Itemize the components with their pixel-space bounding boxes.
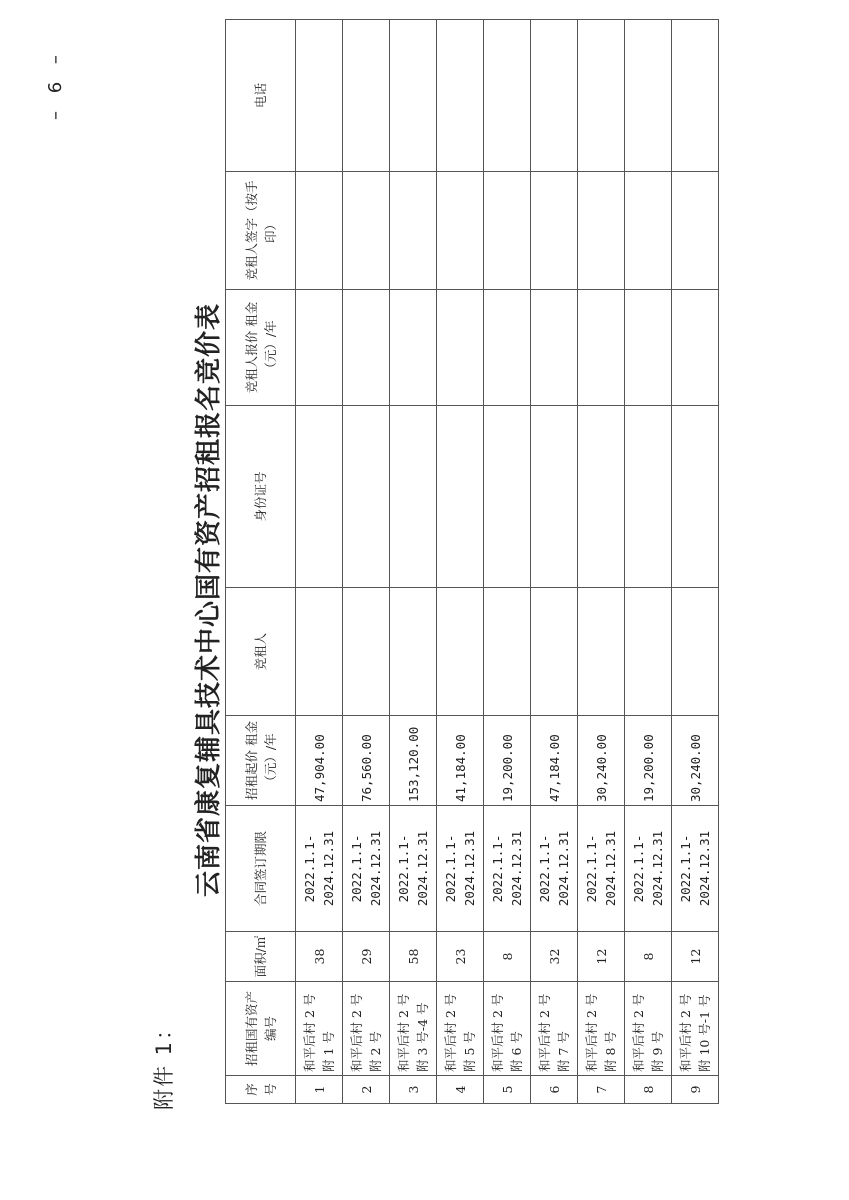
cell-term: 2022.1.1-2024.12.31 xyxy=(343,806,390,932)
cell-signature[interactable] xyxy=(390,172,437,290)
cell-term: 2022.1.1-2024.12.31 xyxy=(578,806,625,932)
cell-term: 2022.1.1-2024.12.31 xyxy=(437,806,484,932)
cell-phone[interactable] xyxy=(672,20,719,172)
cell-start-price: 41,184.00 xyxy=(437,716,484,806)
cell-start-price: 76,560.00 xyxy=(343,716,390,806)
cell-offer[interactable] xyxy=(437,290,484,406)
cell-id-number[interactable] xyxy=(437,406,484,588)
cell-start-price: 19,200.00 xyxy=(625,716,672,806)
cell-bidder[interactable] xyxy=(672,588,719,716)
cell-offer[interactable] xyxy=(578,290,625,406)
header-phone: 电话 xyxy=(226,20,296,172)
cell-offer[interactable] xyxy=(390,290,437,406)
cell-area: 12 xyxy=(672,932,719,982)
cell-code: 和平后村 2 号附 9 号 xyxy=(625,982,672,1076)
cell-code: 和平后村 2 号附 1 号 xyxy=(296,982,343,1076)
cell-term: 2022.1.1-2024.12.31 xyxy=(484,806,531,932)
cell-phone[interactable] xyxy=(484,20,531,172)
table-row xyxy=(484,20,531,1104)
page-number: – 6 – xyxy=(45,49,66,120)
header-id-number: 身份证号 xyxy=(226,406,296,588)
cell-start-price: 153,120.00 xyxy=(390,716,437,806)
cell-code: 和平后村 2 号附 8 号 xyxy=(578,982,625,1076)
cell-area: 23 xyxy=(437,932,484,982)
cell-area: 8 xyxy=(484,932,531,982)
table-row xyxy=(531,20,578,1104)
cell-signature[interactable] xyxy=(672,172,719,290)
cell-term: 2022.1.1-2024.12.31 xyxy=(625,806,672,932)
cell-start-price: 19,200.00 xyxy=(484,716,531,806)
header-offer: 竞租人报价 租金（元）/年 xyxy=(226,290,296,406)
table-row xyxy=(625,20,672,1104)
cell-code: 和平后村 2 号附 7 号 xyxy=(531,982,578,1076)
table-row xyxy=(672,20,719,1104)
cell-start-price: 47,184.00 xyxy=(531,716,578,806)
cell-code: 和平后村 2 号附 2 号 xyxy=(343,982,390,1076)
cell-area: 32 xyxy=(531,932,578,982)
header-term: 合同签订期限 xyxy=(226,806,296,932)
cell-offer[interactable] xyxy=(484,290,531,406)
table-row xyxy=(343,20,390,1104)
cell-term: 2022.1.1-2024.12.31 xyxy=(390,806,437,932)
cell-offer[interactable] xyxy=(296,290,343,406)
cell-signature[interactable] xyxy=(343,172,390,290)
cell-phone[interactable] xyxy=(437,20,484,172)
cell-area: 12 xyxy=(578,932,625,982)
cell-signature[interactable] xyxy=(437,172,484,290)
cell-term: 2022.1.1-2024.12.31 xyxy=(672,806,719,932)
table-row xyxy=(437,20,484,1104)
cell-bidder[interactable] xyxy=(343,588,390,716)
cell-code: 和平后村 2 号附 5 号 xyxy=(437,982,484,1076)
cell-offer[interactable] xyxy=(672,290,719,406)
cell-phone[interactable] xyxy=(343,20,390,172)
cell-start-price: 47,904.00 xyxy=(296,716,343,806)
cell-area: 38 xyxy=(296,932,343,982)
cell-seq: 1 xyxy=(296,1076,343,1104)
cell-term: 2022.1.1-2024.12.31 xyxy=(531,806,578,932)
header-start-price: 招租起价 租金（元）/年 xyxy=(226,716,296,806)
cell-bidder[interactable] xyxy=(484,588,531,716)
cell-id-number[interactable] xyxy=(390,406,437,588)
cell-bidder[interactable] xyxy=(296,588,343,716)
cell-signature[interactable] xyxy=(531,172,578,290)
cell-bidder[interactable] xyxy=(437,588,484,716)
header-bidder: 竞租人 xyxy=(226,588,296,716)
header-area: 面积/㎡ xyxy=(226,932,296,982)
annex-label: 附件 1： xyxy=(152,1016,176,1110)
cell-seq: 3 xyxy=(390,1076,437,1104)
cell-start-price: 30,240.00 xyxy=(672,716,719,806)
cell-bidder[interactable] xyxy=(390,588,437,716)
cell-id-number[interactable] xyxy=(578,406,625,588)
cell-seq: 7 xyxy=(578,1076,625,1104)
cell-area: 58 xyxy=(390,932,437,982)
cell-bidder[interactable] xyxy=(578,588,625,716)
cell-start-price: 30,240.00 xyxy=(578,716,625,806)
cell-bidder[interactable] xyxy=(531,588,578,716)
cell-code: 和平后村 2 号附 6 号 xyxy=(484,982,531,1076)
cell-phone[interactable] xyxy=(390,20,437,172)
table-header-row xyxy=(226,20,296,1104)
cell-id-number[interactable] xyxy=(296,406,343,588)
cell-signature[interactable] xyxy=(578,172,625,290)
bid-table xyxy=(225,19,719,1104)
cell-seq: 6 xyxy=(531,1076,578,1104)
cell-offer[interactable] xyxy=(625,290,672,406)
header-signature: 竞租人签字（按手印） xyxy=(226,172,296,290)
cell-phone[interactable] xyxy=(531,20,578,172)
cell-signature[interactable] xyxy=(625,172,672,290)
cell-id-number[interactable] xyxy=(484,406,531,588)
document-title: 云南省康复辅具技术中心国有资产招租报名竞价表 xyxy=(194,303,224,898)
cell-seq: 4 xyxy=(437,1076,484,1104)
cell-id-number[interactable] xyxy=(343,406,390,588)
header-code: 招租国有资产编号 xyxy=(226,982,296,1076)
cell-area: 8 xyxy=(625,932,672,982)
cell-signature[interactable] xyxy=(296,172,343,290)
cell-id-number[interactable] xyxy=(625,406,672,588)
cell-phone[interactable] xyxy=(578,20,625,172)
cell-signature[interactable] xyxy=(484,172,531,290)
table-row xyxy=(390,20,437,1104)
cell-seq: 5 xyxy=(484,1076,531,1104)
cell-code: 和平后村 2 号附 10 号-1 号 xyxy=(672,982,719,1076)
cell-phone[interactable] xyxy=(625,20,672,172)
cell-id-number[interactable] xyxy=(531,406,578,588)
cell-seq: 8 xyxy=(625,1076,672,1104)
cell-bidder[interactable] xyxy=(625,588,672,716)
cell-id-number[interactable] xyxy=(672,406,719,588)
cell-phone[interactable] xyxy=(296,20,343,172)
cell-area: 29 xyxy=(343,932,390,982)
cell-code: 和平后村 2 号附 3 号-4 号 xyxy=(390,982,437,1076)
table-row xyxy=(296,20,343,1104)
table-row xyxy=(578,20,625,1104)
cell-offer[interactable] xyxy=(531,290,578,406)
cell-term: 2022.1.1-2024.12.31 xyxy=(296,806,343,932)
cell-offer[interactable] xyxy=(343,290,390,406)
header-seq: 序号 xyxy=(226,1076,296,1104)
cell-seq: 2 xyxy=(343,1076,390,1104)
cell-seq: 9 xyxy=(672,1076,719,1104)
